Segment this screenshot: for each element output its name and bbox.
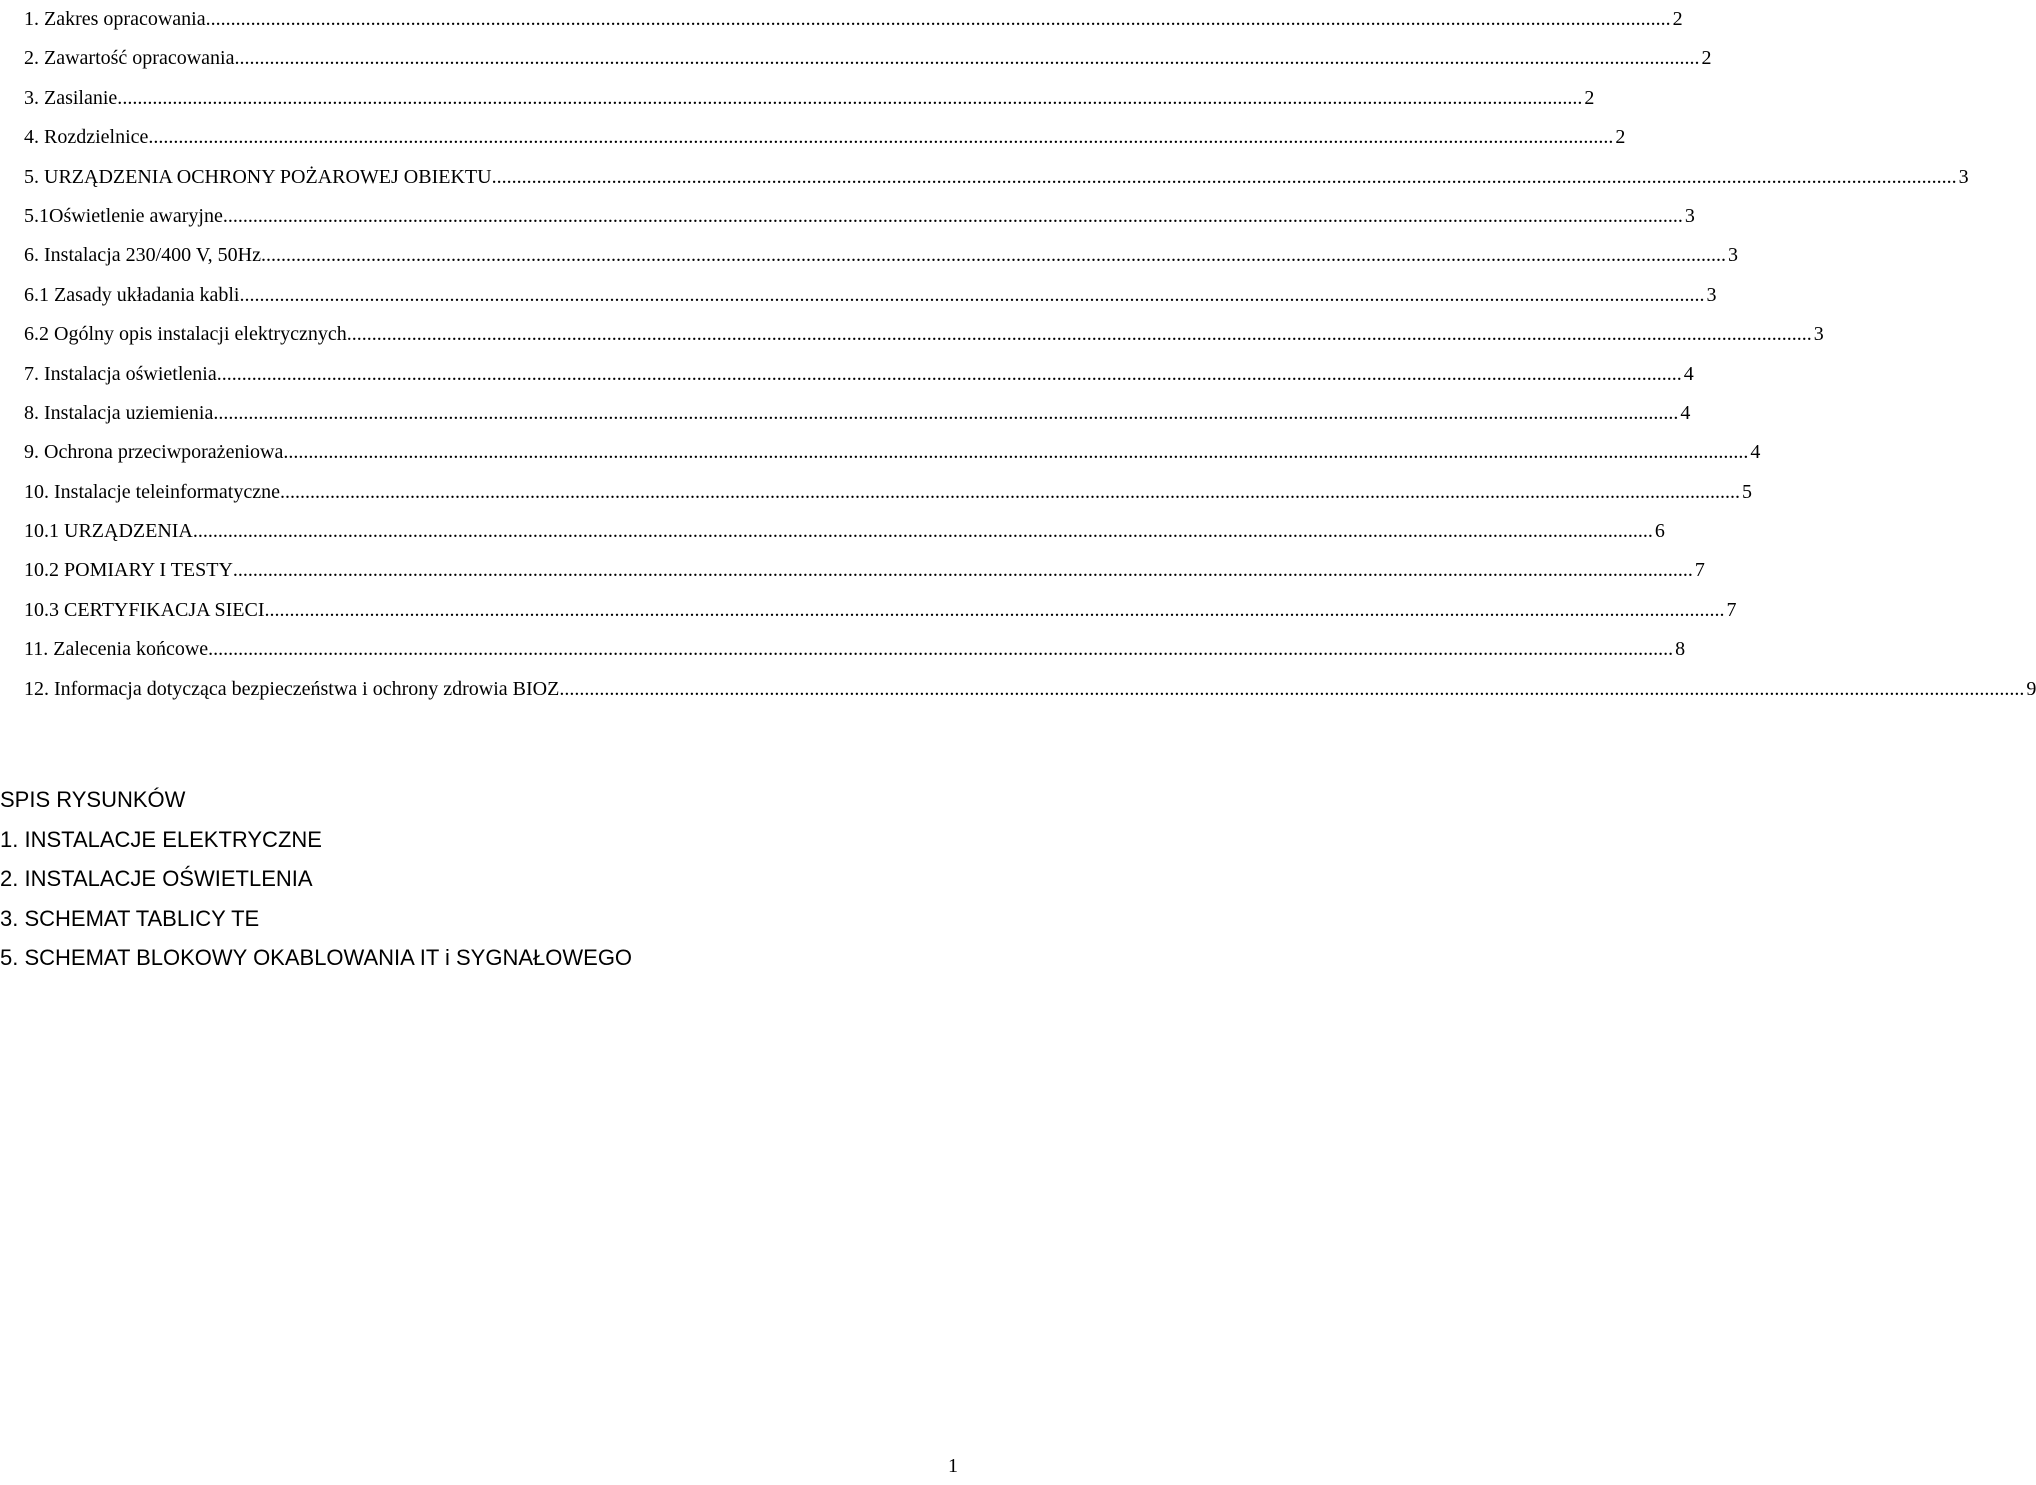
toc-entry-title: 1. Zakres opracowania.	[24, 8, 211, 30]
toc-leader-dots	[280, 473, 1740, 512]
toc-entry[interactable]	[24, 39, 1712, 78]
toc-leader-dots	[213, 630, 1673, 669]
figure-item: 2. INSTALACJE OŚWIETLENIA	[0, 866, 313, 891]
toc-leader-dots	[266, 236, 1726, 275]
toc-entry-page: 3	[1813, 323, 1824, 346]
toc-leader-dots	[265, 591, 1725, 630]
toc-entry-title: 10.3 CERTYFIKACJA SIECI	[24, 598, 265, 621]
toc-leader-dots	[352, 315, 1812, 354]
figures-heading: SPIS RYSUNKÓW	[0, 787, 186, 812]
toc-leader-dots	[245, 276, 1705, 315]
toc-entry-page: 3	[1684, 204, 1695, 227]
table-of-contents	[24, 0, 2036, 709]
toc-entry-title: 7. Instalacja oświetlenia.	[24, 362, 222, 385]
page-number: 1	[948, 1455, 958, 1477]
toc-entry-title: 6.1 Zasady układania kabli.	[24, 283, 245, 306]
toc-entry-page: 7	[1726, 598, 1737, 621]
toc-entry-title: 6.2 Ogólny opis instalacji elektrycznych.	[24, 323, 352, 346]
toc-leader-dots	[193, 512, 1653, 551]
toc-entry-page: 4	[1680, 401, 1691, 424]
toc-entry-title: 5. URZĄDZENIA OCHRONY POŻAROWEJ OBIEKTU.	[24, 165, 497, 188]
toc-leader-dots	[497, 158, 1957, 197]
toc-entry[interactable]	[24, 630, 1686, 669]
toc-entry-page: 9	[2026, 677, 2036, 700]
toc-entry-page: 4	[1750, 441, 1761, 464]
toc-entry[interactable]	[24, 433, 1761, 472]
toc-entry-page: 3	[1706, 283, 1717, 306]
toc-entry[interactable]	[24, 355, 1694, 394]
toc-entry[interactable]	[24, 236, 1739, 275]
toc-entry[interactable]	[24, 0, 1683, 39]
toc-entry-title: 8. Instalacja uziemienia.	[24, 401, 219, 424]
toc-entry[interactable]	[24, 512, 1665, 551]
toc-entry-title: 12. Informacja dotycząca bezpieczeństwa i ochrony zdrowia BIOZ.	[24, 677, 565, 700]
toc-entry-title: 10. Instalacje teleinformatyczne	[24, 480, 280, 503]
toc-entry-title: 11. Zalecenia końcowe.	[24, 638, 214, 661]
toc-leader-dots	[218, 394, 1678, 433]
toc-entry-page: 8	[1675, 638, 1686, 661]
toc-entry-title: 10.2 POMIARY I TESTY	[24, 559, 233, 582]
toc-leader-dots	[211, 0, 1671, 39]
toc-leader-dots	[153, 118, 1613, 157]
toc-entry[interactable]	[24, 79, 1595, 118]
toc-leader-dots	[223, 197, 1683, 236]
toc-entry[interactable]	[24, 551, 1705, 590]
toc-entry[interactable]	[24, 473, 1752, 512]
figure-item: 5. SCHEMAT BLOKOWY OKABLOWANIA IT i SYGNAŁOWEGO	[0, 945, 633, 970]
toc-entry-title: 9. Ochrona przeciwporażeniowa.	[24, 441, 289, 464]
toc-entry[interactable]	[24, 276, 1717, 315]
toc-entry-title: 10.1 URZĄDZENIA	[24, 520, 193, 543]
toc-entry[interactable]	[24, 197, 1695, 236]
toc-entry-page: 2	[1615, 126, 1626, 149]
toc-entry[interactable]	[24, 670, 2036, 709]
figure-item: 1. INSTALACJE ELEKTRYCZNE	[0, 826, 322, 852]
toc-entry[interactable]	[24, 394, 1691, 433]
toc-entry-title: 6. Instalacja 230/400 V, 50Hz.	[24, 244, 267, 267]
toc-entry-page: 2	[1701, 47, 1712, 70]
toc-entry-title: 4. Rozdzielnice.	[24, 126, 154, 149]
toc-entry-title: 2. Zawartość opracowania.	[24, 47, 240, 70]
toc-entry-page: 4	[1683, 362, 1694, 385]
toc-leader-dots	[239, 39, 1699, 78]
toc-entry[interactable]	[24, 315, 1824, 354]
toc-entry-page: 3	[1728, 244, 1739, 267]
list-of-figures	[0, 780, 632, 978]
toc-entry[interactable]	[24, 118, 1626, 157]
toc-entry[interactable]	[24, 591, 1737, 630]
toc-entry-page: 5	[1742, 480, 1752, 503]
toc-entry-page: 7	[1694, 559, 1705, 582]
toc-entry-page: 2	[1584, 86, 1595, 109]
toc-entry-page: 2	[1672, 8, 1683, 30]
toc-entry-page: 6	[1654, 520, 1665, 543]
toc-entry[interactable]	[24, 158, 1969, 197]
toc-leader-dots	[122, 79, 1582, 118]
toc-entry-page: 3	[1958, 165, 1969, 188]
figure-item: 3. SCHEMAT TABLICY TE	[0, 905, 260, 931]
toc-entry-title: 3. Zasilanie.	[24, 86, 123, 109]
toc-leader-dots	[564, 670, 2024, 709]
toc-leader-dots	[233, 551, 1693, 590]
toc-leader-dots	[288, 433, 1748, 472]
toc-entry-title: 5.1Oświetlenie awaryjne	[24, 204, 223, 227]
toc-leader-dots	[222, 355, 1682, 394]
